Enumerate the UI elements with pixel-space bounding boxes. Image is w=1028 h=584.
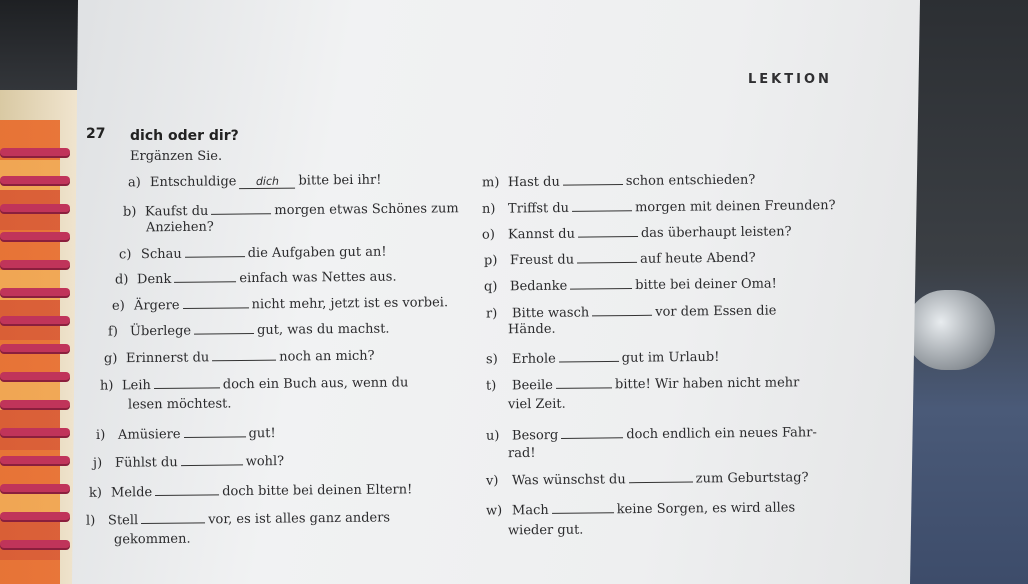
item-text-after: wohl?	[245, 453, 285, 470]
item-label: j)	[92, 455, 103, 472]
exercise-item-p	[484, 249, 756, 269]
item-label: f)	[107, 324, 118, 340]
item-text-after: keine Sorgen, es wird alles	[616, 500, 796, 518]
item-continuation: rad!	[507, 445, 536, 462]
answer-blank[interactable]	[154, 375, 220, 389]
exercise-item-i	[96, 424, 276, 443]
item-text-after: nicht mehr, jetzt ist es vorbei.	[251, 295, 449, 313]
item-text-after: gut!	[248, 426, 276, 442]
item-label: d)	[114, 272, 129, 288]
exercise-item-f	[108, 320, 390, 340]
item-text-before: Triffst du	[507, 200, 570, 217]
item-label: t)	[485, 378, 497, 394]
exercise-item-v	[486, 468, 809, 488]
item-label: b)	[122, 204, 137, 220]
item-text-before: Bedanke	[509, 278, 568, 295]
exercise-item-d	[115, 268, 397, 288]
item-text-before: Entschuldige	[149, 174, 237, 191]
answer-blank[interactable]	[194, 321, 254, 335]
exercise-item-g	[104, 347, 375, 367]
item-text-before: Mach	[511, 502, 549, 519]
answer-blank[interactable]: dich	[239, 176, 295, 190]
item-text-before: Erinnerst du	[125, 350, 210, 367]
item-text-before: Freust du	[509, 252, 575, 269]
answer-blank[interactable]	[578, 224, 638, 238]
item-label: n)	[481, 201, 496, 217]
exercise-item-s	[486, 348, 720, 367]
exercise-item-o	[482, 222, 792, 242]
exercise-title: dich oder dir?	[130, 128, 239, 144]
item-text-before: Kannst du	[507, 226, 576, 243]
item-text-after: vor dem Essen die	[655, 303, 777, 320]
item-text-after: noch an mich?	[279, 348, 375, 365]
exercise-item-m	[482, 171, 755, 191]
item-label: l)	[85, 513, 96, 529]
answer-blank[interactable]	[211, 201, 271, 215]
item-text-before: Melde	[110, 485, 153, 501]
item-text-after: bitte! Wir haben nicht mehr	[614, 375, 800, 393]
item-label: h)	[99, 378, 114, 394]
item-label: u)	[485, 428, 500, 444]
exercise-item-j	[93, 452, 284, 471]
item-text-before: Bitte wasch	[511, 305, 590, 322]
item-text-before: Erhole	[511, 351, 556, 367]
item-continuation: Hände.	[507, 321, 556, 338]
item-text-after: zum Geburtstag?	[695, 470, 809, 487]
item-text-after: doch endlich ein neues Fahr-	[626, 425, 817, 443]
answer-blank[interactable]	[182, 295, 248, 309]
answer-blank[interactable]	[592, 303, 652, 317]
answer-blank[interactable]	[572, 198, 632, 212]
item-text-after: schon entschieden?	[625, 172, 756, 189]
item-label: c)	[118, 247, 132, 263]
exercise-item-a	[128, 173, 382, 191]
answer-blank[interactable]	[556, 375, 612, 389]
item-text-before: Ärgere	[133, 298, 180, 314]
item-label: q)	[483, 279, 498, 295]
item-text-after: bitte bei deiner Oma!	[635, 276, 777, 293]
answer-blank[interactable]	[185, 244, 245, 258]
item-label: m)	[481, 175, 500, 191]
answer-blank[interactable]	[181, 452, 243, 466]
lektion-header: LEKTION	[748, 72, 832, 87]
exercise-item-t	[486, 373, 800, 393]
exercise-item-u	[486, 423, 817, 443]
answer-blank[interactable]	[629, 470, 693, 484]
item-continuation: Anziehen?	[145, 219, 214, 236]
answer-blank[interactable]	[155, 482, 219, 496]
exercise-instruction: Ergänzen Sie.	[130, 149, 223, 164]
item-text-before: Schau	[140, 246, 182, 263]
exercise-item-w	[486, 498, 795, 518]
answer-blank[interactable]	[563, 172, 623, 186]
item-text-after: die Aufgaben gut an!	[247, 244, 387, 262]
item-text-after: auf heute Abend?	[639, 250, 756, 267]
item-text-after: doch ein Buch aus, wenn du	[222, 375, 409, 393]
exercise-item-c	[119, 243, 387, 263]
item-text-after: doch bitte bei deinen Eltern!	[222, 482, 413, 500]
answer-blank[interactable]	[174, 269, 236, 283]
item-label: p)	[483, 253, 498, 269]
item-label: e)	[111, 298, 125, 314]
item-text-before: Stell	[107, 513, 139, 529]
item-text-after: das überhaupt leisten?	[640, 224, 792, 241]
item-text-after: morgen mit deinen Freunden?	[634, 198, 836, 216]
item-label: a)	[127, 175, 141, 191]
answer-blank[interactable]	[577, 250, 637, 264]
item-text-before: Überlege	[129, 323, 192, 340]
answer-blank[interactable]	[212, 348, 276, 362]
item-continuation: gekommen.	[113, 531, 191, 548]
item-text-before: Beeile	[511, 377, 554, 394]
answer-blank[interactable]	[552, 500, 614, 514]
exercise-item-b	[123, 199, 459, 220]
item-text-after: bitte bei ihr!	[298, 172, 382, 189]
item-text-before: Amüsiere	[117, 427, 181, 443]
answer-blank[interactable]	[559, 349, 619, 363]
item-label: o)	[481, 227, 496, 243]
item-text-after: einfach was Nettes aus.	[239, 269, 397, 287]
item-continuation: wieder gut.	[507, 522, 584, 539]
exercise-item-r	[486, 301, 777, 321]
item-text-before: Leih	[121, 378, 151, 394]
item-continuation: lesen möchtest.	[127, 396, 232, 413]
item-text-before: Kaufst du	[144, 203, 209, 220]
answer-blank[interactable]	[570, 276, 632, 290]
exercise-item-k	[89, 480, 412, 500]
exercise-item-q	[484, 274, 777, 294]
item-text-before: Hast du	[507, 174, 560, 191]
item-text-before: Was wünschst du	[511, 472, 626, 489]
answer-blank[interactable]	[141, 510, 205, 524]
exercise-item-h	[100, 373, 408, 393]
item-label: w)	[485, 503, 503, 519]
item-label: v)	[485, 473, 499, 489]
answer-blank[interactable]	[561, 425, 623, 439]
exercise-item-l	[86, 508, 390, 528]
item-label: r)	[485, 306, 498, 322]
metal-object	[905, 290, 995, 370]
item-text-before: Denk	[136, 271, 172, 288]
answer-blank[interactable]	[183, 424, 245, 438]
item-label: i)	[95, 427, 106, 443]
exercise-item-e	[112, 293, 448, 314]
item-text-before: Besorg	[511, 427, 559, 444]
item-text-after: gut, was du machst.	[256, 321, 390, 338]
item-label: k)	[88, 485, 103, 501]
item-text-after: gut im Urlaub!	[621, 349, 720, 366]
item-continuation: viel Zeit.	[507, 396, 566, 413]
item-text-before: Fühlst du	[114, 455, 178, 471]
exercise-number: 27	[86, 126, 106, 142]
item-text-after: morgen etwas Schönes zum	[274, 201, 459, 219]
item-label: s)	[485, 352, 498, 368]
item-label: g)	[103, 351, 118, 367]
item-text-after: vor, es ist alles ganz anders	[208, 510, 391, 528]
